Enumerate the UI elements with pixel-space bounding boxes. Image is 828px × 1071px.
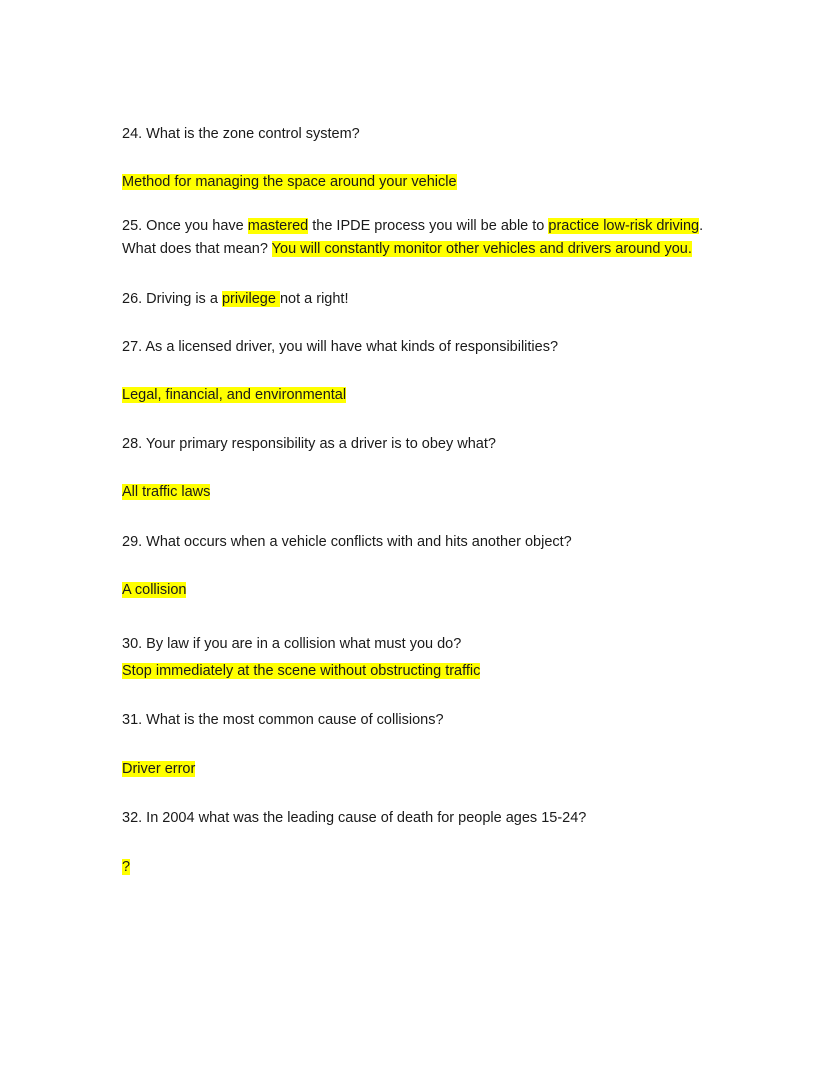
answer-25-text: You will constantly monitor other vehicles and drivers around you. xyxy=(271,241,692,257)
question-25-prefix: 25. Once you have xyxy=(122,218,248,234)
question-31-text: 31. What is the most common cause of collisions? xyxy=(122,712,444,728)
answer-30-text: Stop immediately at the scene without obstructing traffic xyxy=(122,663,481,679)
question-24 xyxy=(122,124,360,144)
question-26-suffix: not a right! xyxy=(279,291,349,307)
answer-31-text: Driver error xyxy=(122,761,196,777)
question-28 xyxy=(122,434,496,454)
question-26-prefix: 26. Driving is a xyxy=(122,291,222,307)
question-26-highlight-privilege: privilege xyxy=(221,291,280,307)
question-32-text: 32. In 2004 what was the leading cause of death for people ages 15-24? xyxy=(122,810,587,826)
answer-32-text: ? xyxy=(122,859,131,875)
question-25-highlight-mastered: mastered xyxy=(247,218,309,234)
answer-27-text: Legal, financial, and environmental xyxy=(122,387,347,403)
answer-31 xyxy=(122,759,195,779)
answer-28-text: All traffic laws xyxy=(122,484,211,500)
question-25-line-2 xyxy=(122,239,692,259)
answer-29 xyxy=(122,580,186,600)
question-24-text: 24. What is the zone control system? xyxy=(122,126,360,142)
question-30 xyxy=(122,634,461,654)
question-27-text: 27. As a licensed driver, you will have what kinds of responsibilities? xyxy=(122,339,559,355)
question-28-text: 28. Your primary responsibility as a driver is to obey what? xyxy=(122,436,496,452)
question-32 xyxy=(122,808,586,828)
question-25-line-1 xyxy=(122,216,703,236)
answer-24-text: Method for managing the space around your vehicle xyxy=(122,174,457,190)
answer-24 xyxy=(122,172,457,192)
answer-27 xyxy=(122,385,346,405)
question-26 xyxy=(122,289,348,309)
question-25-line-2-prefix: What does that mean? xyxy=(122,241,272,257)
question-25-highlight-low-risk: practice low-risk driving xyxy=(548,218,700,234)
answer-28 xyxy=(122,482,210,502)
question-30-text: 30. By law if you are in a collision what must you do? xyxy=(122,636,462,652)
question-25-middle: the IPDE process you will be able to xyxy=(308,218,549,234)
answer-32 xyxy=(122,857,130,877)
answer-30 xyxy=(122,661,480,681)
question-27 xyxy=(122,337,558,357)
question-25-end: . xyxy=(699,218,704,234)
question-29-text: 29. What occurs when a vehicle conflicts with and hits another object? xyxy=(122,534,572,550)
question-31 xyxy=(122,710,444,730)
answer-29-text: A collision xyxy=(122,582,187,598)
question-29 xyxy=(122,532,572,552)
